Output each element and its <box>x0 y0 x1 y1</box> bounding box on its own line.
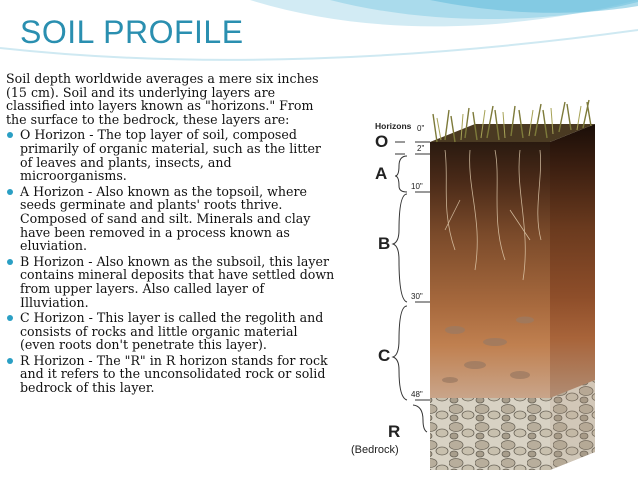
bullet-icon <box>7 189 13 195</box>
list-item-o-horizon <box>6 128 336 182</box>
list-item-a-horizon <box>6 185 336 253</box>
list-item-text: R Horizon - The "R" in R horizon stands for rock and it refers to the unconsolidated rock or solid bedrock of this layer. <box>20 352 328 396</box>
soil-profile-illustration <box>345 80 635 475</box>
list-item-c-horizon <box>6 311 336 352</box>
bullet-icon <box>7 259 13 265</box>
list-item-text: O Horizon - The top layer of soil, composed primarily of organic material, such as the litter of leaves and plants, insects, and microorganisms. <box>20 127 321 184</box>
intro-paragraph: Soil depth worldwide averages a mere six inches (15 cm). Soil and its underlying layers are classified into layers known as "horizons." From the surface to the bedrock, these layers are: <box>6 71 319 127</box>
horizon-c-label: C <box>378 346 391 365</box>
bullet-icon <box>7 132 13 138</box>
soil-profile-figure <box>345 80 635 475</box>
list-item-text: A Horizon - Also known as the topsoil, where seeds germinate and plants' roots thrive. Composed of sand and silt. Minerals and clay have been removed in a process known as eluviation. <box>20 183 311 254</box>
list-item-r-horizon <box>6 354 336 395</box>
content-text <box>6 72 336 397</box>
list-item-text: C Horizon - This layer is called the regolith and consists of rocks and little organic material (even roots don't penetrate this layer). <box>20 310 324 353</box>
page-title: SOIL PROFILE <box>20 14 244 50</box>
bedrock-label: (Bedrock) <box>351 444 399 456</box>
horizon-list <box>6 128 336 394</box>
horizon-b-label: B <box>378 234 391 253</box>
list-item-b-horizon <box>6 255 336 309</box>
horizon-a-label: A <box>375 164 388 183</box>
horizon-r-label: R <box>388 422 401 441</box>
depth-mark-30: 30" <box>411 292 423 301</box>
depth-mark-0: 0" <box>417 124 425 133</box>
depth-mark-48: 48" <box>411 390 423 399</box>
depth-mark-10: 10" <box>411 182 423 191</box>
depth-mark-2: 2" <box>417 144 425 153</box>
bullet-icon <box>7 315 13 321</box>
horizon-o-label: O <box>375 132 389 151</box>
bullet-icon <box>7 358 13 364</box>
list-item-text: B Horizon - Also known as the subsoil, this layer contains mineral deposits that have settled down from upper layers. Also called layer of Illuviation. <box>20 253 335 310</box>
horizons-label: Horizons <box>375 121 412 131</box>
